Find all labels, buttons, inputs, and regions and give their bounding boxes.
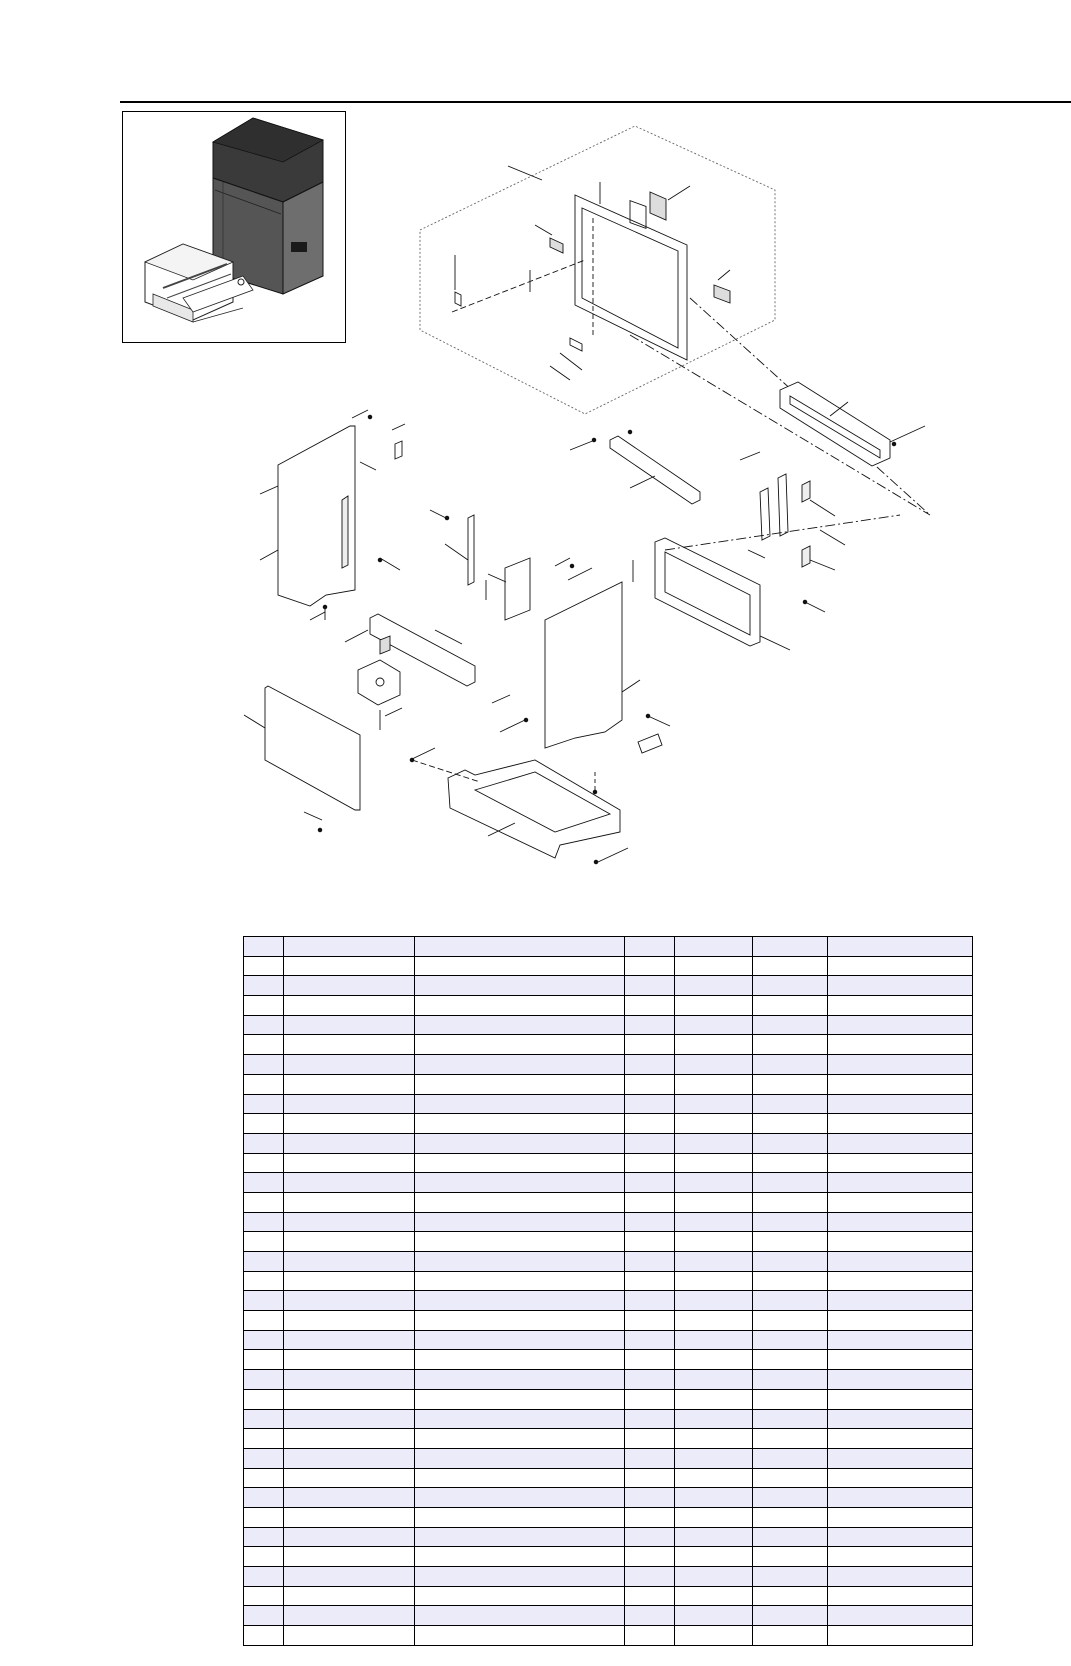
table-cell (675, 1173, 753, 1193)
table-cell (675, 1488, 753, 1508)
table-cell (625, 1448, 675, 1468)
table-cell (675, 1567, 753, 1587)
table-cell (625, 1074, 675, 1094)
table-cell (675, 1606, 753, 1626)
table-cell (244, 1409, 284, 1429)
table-row (244, 996, 973, 1016)
table-cell (625, 1350, 675, 1370)
table-cell (244, 1389, 284, 1409)
table-cell (284, 1291, 415, 1311)
table-cell (753, 1173, 828, 1193)
table-cell (675, 976, 753, 996)
table-cell (828, 1409, 973, 1429)
table-row (244, 1153, 973, 1173)
table-cell (828, 996, 973, 1016)
table-cell (828, 1488, 973, 1508)
table-cell (284, 1330, 415, 1350)
table-cell (675, 1350, 753, 1370)
table-cell (675, 1626, 753, 1646)
table-cell (828, 1606, 973, 1626)
table-cell (675, 1311, 753, 1331)
table-row (244, 1252, 973, 1272)
table-cell (284, 1606, 415, 1626)
table-cell (828, 956, 973, 976)
table-row (244, 976, 973, 996)
table-cell (284, 1212, 415, 1232)
table-cell (284, 1153, 415, 1173)
table-cell (828, 976, 973, 996)
table-cell (828, 1429, 973, 1449)
table-cell (753, 1626, 828, 1646)
table-cell (753, 1074, 828, 1094)
exploded-cabinet-parts-icon (230, 120, 970, 920)
table-cell (753, 1586, 828, 1606)
table-cell (625, 1409, 675, 1429)
table-cell (828, 1468, 973, 1488)
table-cell (625, 1192, 675, 1212)
table-cell (284, 1468, 415, 1488)
table-row (244, 1468, 973, 1488)
table-cell (284, 1114, 415, 1134)
table-cell (625, 1626, 675, 1646)
table-cell (284, 1133, 415, 1153)
table-cell (284, 1055, 415, 1075)
table-cell (753, 996, 828, 1016)
table-cell (625, 996, 675, 1016)
table-cell (284, 1547, 415, 1567)
table-cell (625, 1055, 675, 1075)
table-cell (244, 1488, 284, 1508)
table-cell (753, 1448, 828, 1468)
table-cell (828, 1567, 973, 1587)
table-row (244, 1409, 973, 1429)
table-cell (828, 1094, 973, 1114)
table-cell (675, 1409, 753, 1429)
table-cell (625, 1271, 675, 1291)
table-cell (828, 1232, 973, 1252)
table-cell (828, 1252, 973, 1272)
table-cell (828, 1015, 973, 1035)
table-cell (415, 1507, 625, 1527)
table-cell (828, 1173, 973, 1193)
table-cell (284, 1015, 415, 1035)
table-cell (753, 1330, 828, 1350)
table-cell (244, 1212, 284, 1232)
table-cell (675, 1507, 753, 1527)
table-cell (284, 1488, 415, 1508)
table-cell (675, 1015, 753, 1035)
table-cell (753, 1389, 828, 1409)
table-cell (625, 1252, 675, 1272)
table-cell (625, 1468, 675, 1488)
table-row (244, 1448, 973, 1468)
table-cell (675, 1586, 753, 1606)
table-cell (284, 1232, 415, 1252)
table-row (244, 1370, 973, 1390)
table-cell (244, 1626, 284, 1646)
table-row (244, 1507, 973, 1527)
table-cell (675, 1192, 753, 1212)
exploded-parts-diagram (230, 120, 970, 920)
table-row (244, 1586, 973, 1606)
table-cell (828, 1192, 973, 1212)
table-cell (828, 1311, 973, 1331)
table-cell (753, 1232, 828, 1252)
table-cell (284, 1527, 415, 1547)
table-cell (625, 1094, 675, 1114)
table-cell (415, 996, 625, 1016)
table-header-cell (284, 937, 415, 957)
table-row (244, 1133, 973, 1153)
table-row (244, 1429, 973, 1449)
table-cell (753, 1252, 828, 1272)
table-cell (625, 1114, 675, 1134)
table-cell (415, 1409, 625, 1429)
table-cell (753, 1606, 828, 1626)
table-cell (625, 1429, 675, 1449)
table-cell (284, 1448, 415, 1468)
table-row (244, 1350, 973, 1370)
table-cell (675, 1448, 753, 1468)
table-header-cell (675, 937, 753, 957)
table-cell (284, 1094, 415, 1114)
table-cell (415, 1626, 625, 1646)
table-cell (415, 1153, 625, 1173)
table-cell (244, 1192, 284, 1212)
table-cell (284, 1035, 415, 1055)
table-cell (415, 1252, 625, 1272)
table-cell (415, 1370, 625, 1390)
table-cell (625, 1370, 675, 1390)
table-cell (753, 1370, 828, 1390)
table-cell (284, 1350, 415, 1370)
table-cell (753, 1212, 828, 1232)
table-cell (625, 956, 675, 976)
table-cell (244, 1153, 284, 1173)
table-cell (625, 1311, 675, 1331)
table-cell (415, 1232, 625, 1252)
table-cell (244, 1133, 284, 1153)
table-cell (675, 1389, 753, 1409)
table-cell (753, 1429, 828, 1449)
table-cell (753, 1507, 828, 1527)
table-cell (244, 1606, 284, 1626)
table-cell (244, 1429, 284, 1449)
table-cell (828, 1055, 973, 1075)
table-cell (244, 1527, 284, 1547)
table-cell (244, 976, 284, 996)
table-cell (284, 996, 415, 1016)
table-cell (415, 1291, 625, 1311)
table-cell (284, 1389, 415, 1409)
table-cell (753, 1153, 828, 1173)
table-cell (284, 1567, 415, 1587)
table-cell (828, 1035, 973, 1055)
table-cell (415, 1311, 625, 1331)
table-cell (753, 1311, 828, 1331)
table-row (244, 956, 973, 976)
table-cell (244, 1567, 284, 1587)
table-cell (828, 1527, 973, 1547)
table-cell (244, 1074, 284, 1094)
table-cell (244, 1114, 284, 1134)
table-cell (415, 1212, 625, 1232)
table-cell (415, 1271, 625, 1291)
table-cell (753, 1527, 828, 1547)
table-cell (828, 1507, 973, 1527)
table-cell (415, 1114, 625, 1134)
table-cell (753, 1192, 828, 1212)
table-cell (415, 1488, 625, 1508)
table-cell (244, 1173, 284, 1193)
table-row (244, 1488, 973, 1508)
table-cell (284, 1429, 415, 1449)
table-cell (284, 1271, 415, 1291)
table-cell (828, 1212, 973, 1232)
table-cell (284, 1409, 415, 1429)
table-cell (675, 996, 753, 1016)
table-cell (415, 1055, 625, 1075)
table-cell (828, 1074, 973, 1094)
table-cell (244, 1311, 284, 1331)
table-cell (244, 1035, 284, 1055)
table-cell (753, 1547, 828, 1567)
table-header-row (244, 937, 973, 957)
table-cell (625, 1212, 675, 1232)
table-row (244, 1271, 973, 1291)
table-cell (415, 1035, 625, 1055)
table-cell (675, 1468, 753, 1488)
table-cell (828, 1271, 973, 1291)
table-cell (753, 976, 828, 996)
table-cell (625, 1586, 675, 1606)
table-cell (284, 1370, 415, 1390)
table-cell (284, 1311, 415, 1331)
table-cell (675, 1291, 753, 1311)
parts-table-body (244, 937, 973, 1646)
parts-table (243, 936, 973, 1646)
table-row (244, 1173, 973, 1193)
table-header-cell (244, 937, 284, 957)
table-row (244, 1626, 973, 1646)
table-cell (244, 1468, 284, 1488)
table-cell (675, 1330, 753, 1350)
table-cell (244, 1448, 284, 1468)
table-cell (284, 976, 415, 996)
table-cell (415, 1448, 625, 1468)
table-cell (675, 1074, 753, 1094)
table-row (244, 1527, 973, 1547)
table-header-cell (828, 937, 973, 957)
table-cell (828, 1291, 973, 1311)
table-cell (675, 1252, 753, 1272)
table-cell (625, 1606, 675, 1626)
table-cell (415, 1350, 625, 1370)
table-header-cell (415, 937, 625, 957)
table-cell (244, 1330, 284, 1350)
table-cell (244, 1055, 284, 1075)
table-cell (675, 1370, 753, 1390)
table-cell (244, 996, 284, 1016)
table-cell (675, 1114, 753, 1134)
table-cell (415, 976, 625, 996)
table-cell (753, 1350, 828, 1370)
table-cell (753, 956, 828, 976)
table-cell (625, 1567, 675, 1587)
table-cell (244, 1291, 284, 1311)
table-cell (244, 1547, 284, 1567)
table-cell (828, 1114, 973, 1134)
table-cell (284, 1586, 415, 1606)
table-row (244, 1311, 973, 1331)
table-cell (753, 1409, 828, 1429)
table-row (244, 1547, 973, 1567)
table-cell (625, 1232, 675, 1252)
table-cell (675, 1527, 753, 1547)
table-cell (828, 1153, 973, 1173)
header-rule (120, 101, 1071, 103)
table-row (244, 1212, 973, 1232)
table-row (244, 1567, 973, 1587)
table-cell (625, 1133, 675, 1153)
table-cell (625, 1291, 675, 1311)
table-cell (415, 1330, 625, 1350)
table-cell (675, 1133, 753, 1153)
table-cell (753, 1055, 828, 1075)
table-row (244, 1330, 973, 1350)
table-cell (244, 1370, 284, 1390)
table-cell (625, 1389, 675, 1409)
table-cell (415, 1567, 625, 1587)
table-cell (625, 976, 675, 996)
table-cell (415, 1468, 625, 1488)
table-cell (244, 1232, 284, 1252)
table-cell (625, 1507, 675, 1527)
table-cell (625, 1173, 675, 1193)
table-row (244, 1035, 973, 1055)
table-row (244, 1094, 973, 1114)
table-cell (415, 1192, 625, 1212)
table-cell (753, 1567, 828, 1587)
table-cell (828, 1626, 973, 1646)
table-row (244, 1114, 973, 1134)
table-cell (753, 1094, 828, 1114)
table-cell (753, 1271, 828, 1291)
table-cell (753, 1035, 828, 1055)
table-header-cell (753, 937, 828, 957)
table-cell (828, 1389, 973, 1409)
table-cell (625, 1153, 675, 1173)
table-cell (415, 1173, 625, 1193)
table-cell (415, 1527, 625, 1547)
table-row (244, 1015, 973, 1035)
table-cell (415, 1015, 625, 1035)
table-cell (244, 1271, 284, 1291)
table-cell (828, 1133, 973, 1153)
table-cell (415, 1586, 625, 1606)
table-cell (828, 1586, 973, 1606)
table-cell (753, 1015, 828, 1035)
table-cell (284, 1626, 415, 1646)
table-cell (753, 1291, 828, 1311)
table-row (244, 1291, 973, 1311)
table-row (244, 1192, 973, 1212)
table-row (244, 1074, 973, 1094)
table-cell (675, 956, 753, 976)
table-cell (828, 1448, 973, 1468)
table-cell (753, 1114, 828, 1134)
table-cell (244, 1586, 284, 1606)
table-cell (625, 1547, 675, 1567)
table-cell (828, 1370, 973, 1390)
table-cell (244, 1094, 284, 1114)
table-cell (415, 956, 625, 976)
table-cell (625, 1488, 675, 1508)
table-cell (753, 1133, 828, 1153)
table-cell (675, 1271, 753, 1291)
table-cell (753, 1468, 828, 1488)
table-cell (244, 1015, 284, 1035)
table-cell (753, 1488, 828, 1508)
table-row (244, 1232, 973, 1252)
table-cell (625, 1035, 675, 1055)
table-row (244, 1606, 973, 1626)
table-cell (284, 1252, 415, 1272)
table-cell (675, 1035, 753, 1055)
table-cell (625, 1527, 675, 1547)
table-cell (625, 1015, 675, 1035)
table-cell (675, 1055, 753, 1075)
table-cell (828, 1350, 973, 1370)
table-cell (284, 1074, 415, 1094)
table-cell (828, 1330, 973, 1350)
table-cell (625, 1330, 675, 1350)
table-cell (244, 956, 284, 976)
table-header-cell (625, 937, 675, 957)
table-cell (415, 1429, 625, 1449)
table-cell (675, 1429, 753, 1449)
table-cell (675, 1547, 753, 1567)
table-cell (415, 1133, 625, 1153)
table-cell (675, 1094, 753, 1114)
table-cell (284, 956, 415, 976)
table-cell (244, 1350, 284, 1370)
table-cell (675, 1212, 753, 1232)
table-cell (675, 1153, 753, 1173)
table-cell (244, 1507, 284, 1527)
table-cell (415, 1547, 625, 1567)
table-cell (828, 1547, 973, 1567)
table-cell (284, 1173, 415, 1193)
table-cell (415, 1389, 625, 1409)
table-cell (244, 1252, 284, 1272)
table-cell (284, 1507, 415, 1527)
table-cell (284, 1192, 415, 1212)
table-cell (675, 1232, 753, 1252)
table-cell (415, 1094, 625, 1114)
table-cell (415, 1074, 625, 1094)
table-cell (415, 1606, 625, 1626)
table-row (244, 1055, 973, 1075)
table-row (244, 1389, 973, 1409)
